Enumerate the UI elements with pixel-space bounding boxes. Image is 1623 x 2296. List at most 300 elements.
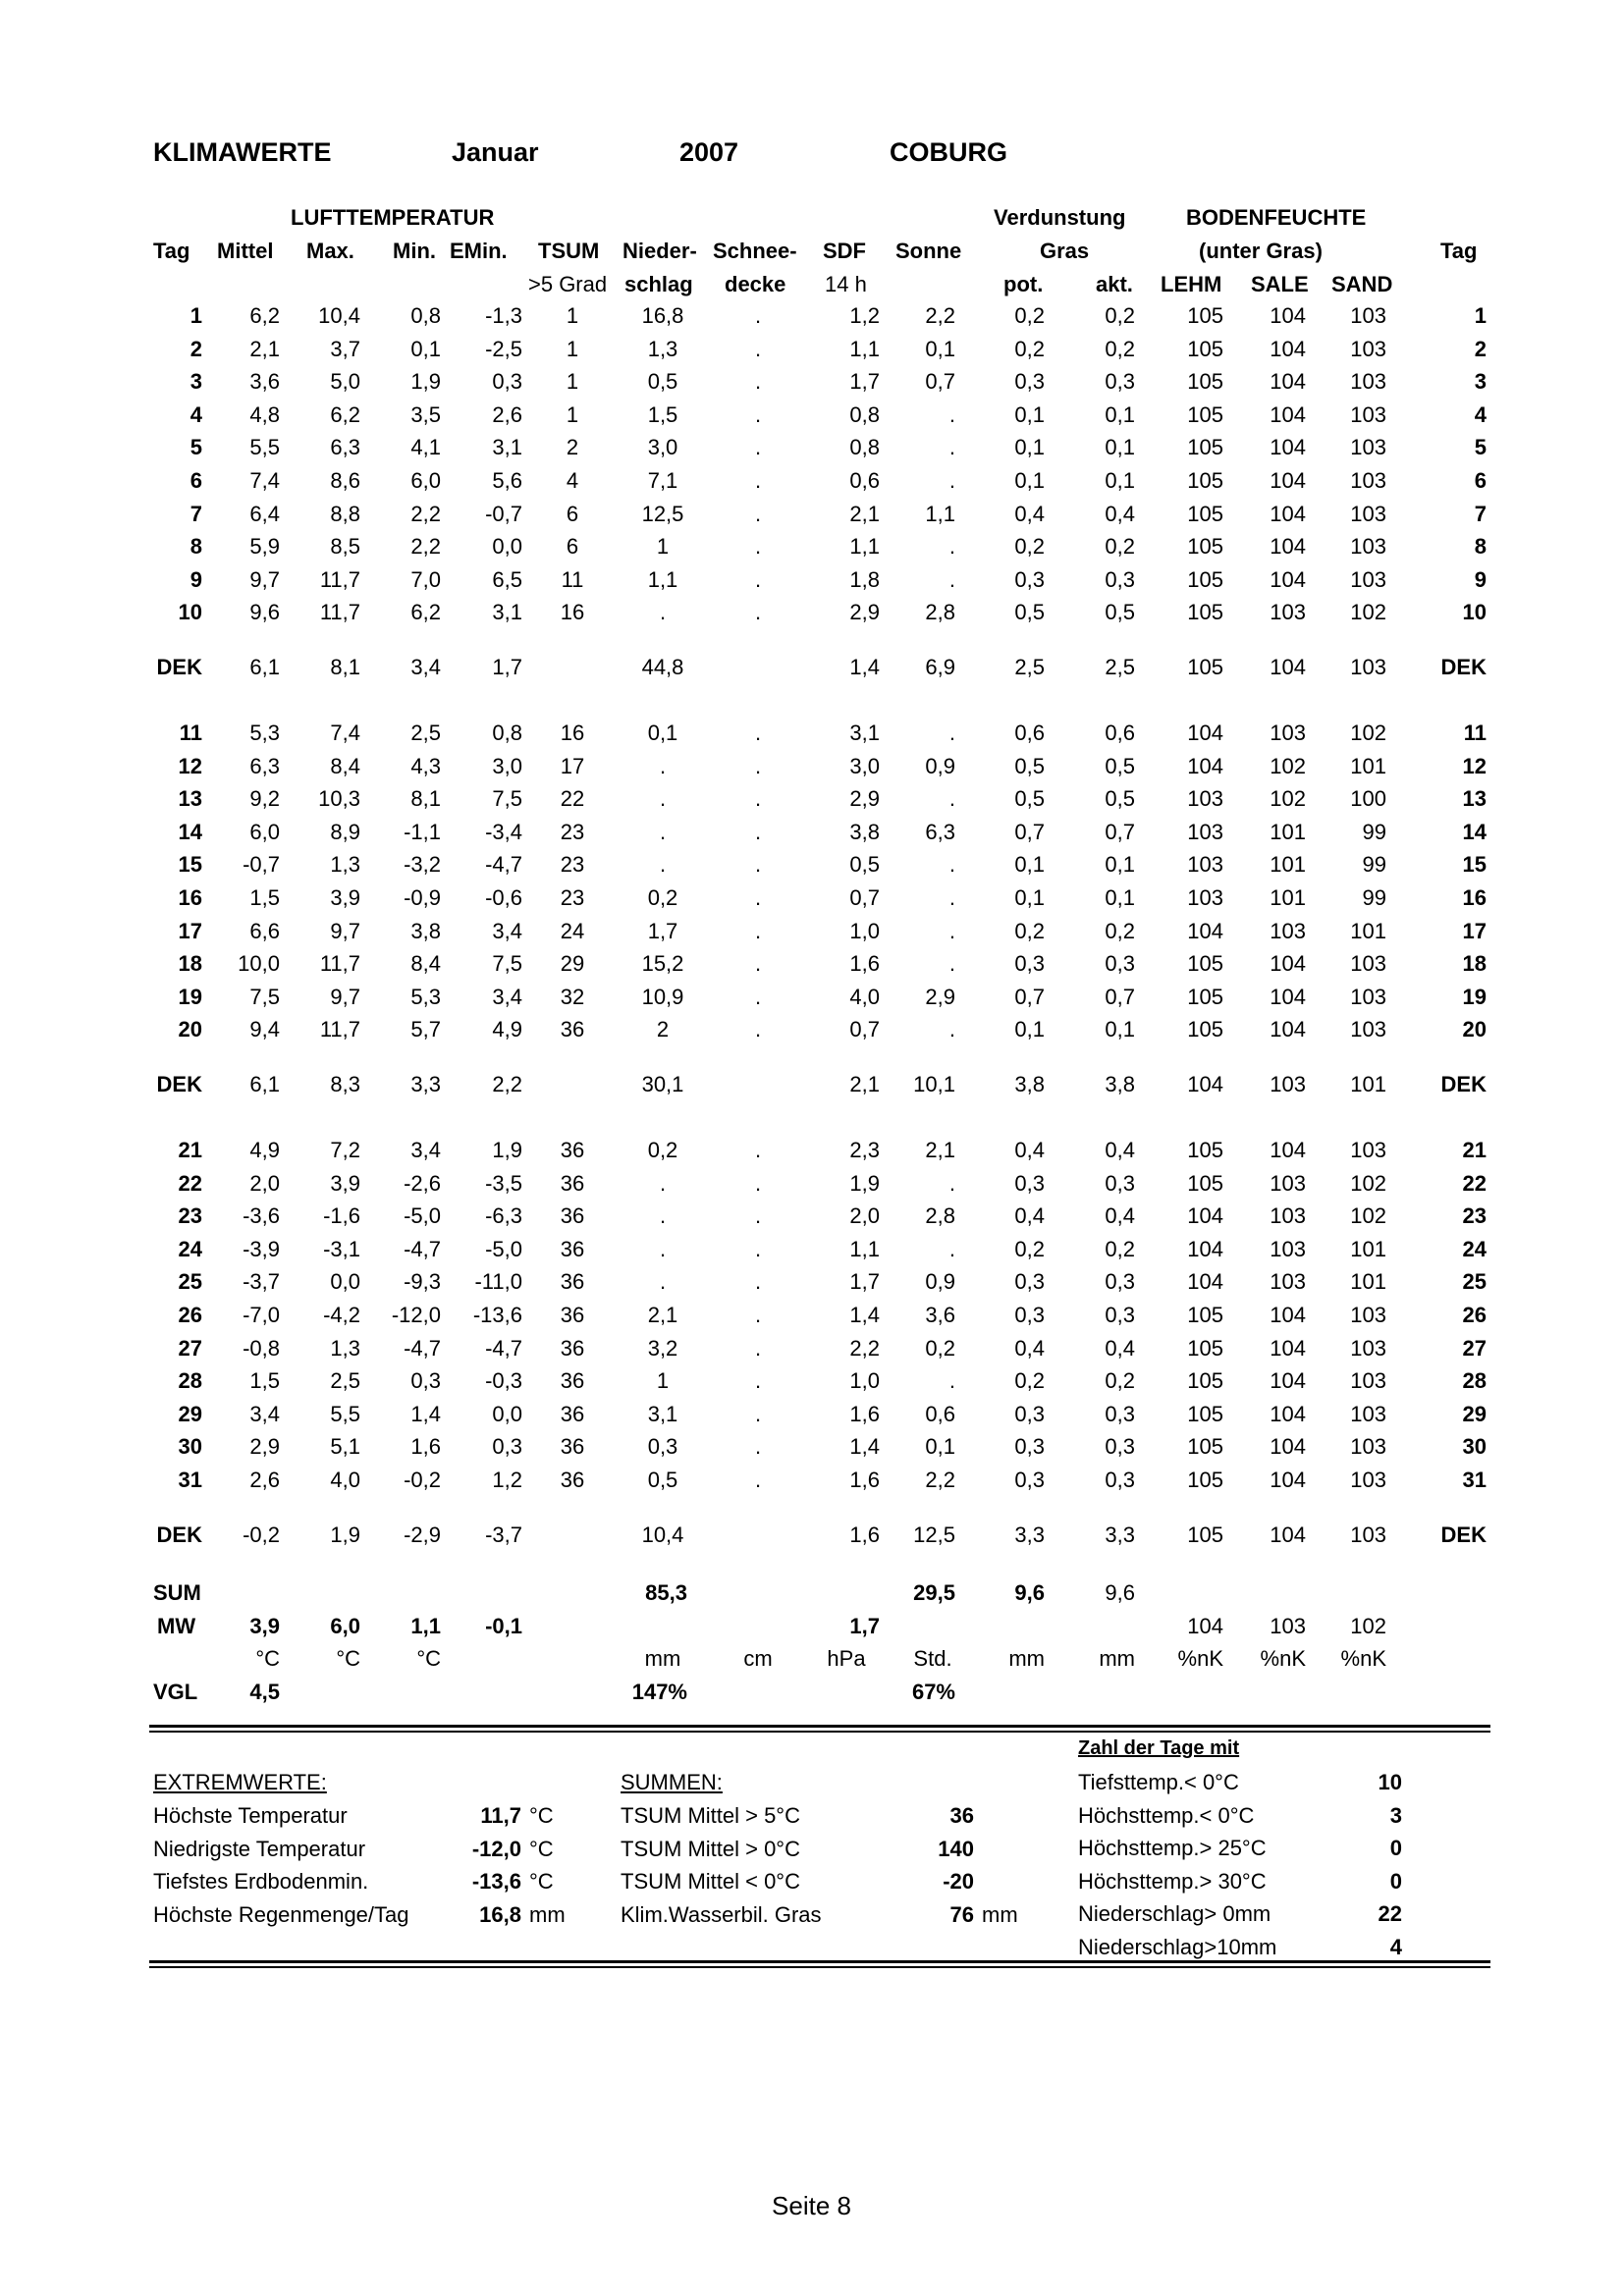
cell-emin: 7,5 bbox=[492, 786, 522, 812]
cell-pot: 3,8 bbox=[1014, 1072, 1045, 1096]
cell-pot: 0,3 bbox=[1014, 1468, 1045, 1492]
table-row bbox=[0, 534, 1623, 567]
header-sonne: Sonne bbox=[895, 239, 962, 263]
cell-lehm: 105 bbox=[1187, 468, 1223, 493]
cell-tag: 13 bbox=[178, 786, 202, 812]
cell-sand: 101 bbox=[1350, 1072, 1386, 1096]
cell-lehm: 105 bbox=[1187, 1401, 1223, 1426]
cell-max: 8,1 bbox=[330, 655, 360, 679]
table-row bbox=[0, 919, 1623, 952]
cell-akt: 0,3 bbox=[1105, 1434, 1135, 1460]
unit-max: °C bbox=[336, 1646, 360, 1671]
cell-schnee: . bbox=[754, 501, 762, 526]
cell-sand: 99 bbox=[1362, 852, 1386, 878]
cell-tsum: 6 bbox=[566, 501, 579, 526]
cell-pot: 0,3 bbox=[1014, 1303, 1045, 1327]
cell-akt: 0,2 bbox=[1105, 918, 1135, 943]
extremwert-unit: °C bbox=[529, 1869, 554, 1895]
dekade-summary-row bbox=[0, 655, 1623, 688]
cell-tsum: 23 bbox=[560, 852, 585, 878]
extremwert-label: Tiefstes Erdbodenmin. bbox=[153, 1869, 369, 1895]
table-row bbox=[0, 786, 1623, 820]
cell-sonne: 6,3 bbox=[925, 819, 955, 844]
cell-max: 3,7 bbox=[330, 336, 360, 361]
cell-schnee: . bbox=[754, 1434, 762, 1460]
cell-tag2: 16 bbox=[1462, 885, 1487, 910]
cell-max: 2,5 bbox=[330, 1368, 360, 1394]
cell-akt: 0,2 bbox=[1105, 303, 1135, 328]
cell-max: 8,8 bbox=[330, 501, 360, 526]
cell-pot: 0,3 bbox=[1014, 1269, 1045, 1295]
cell-sale: 104 bbox=[1270, 468, 1306, 493]
cell-sale: 102 bbox=[1270, 753, 1306, 778]
cell-tag: DEK bbox=[156, 1522, 202, 1547]
cell-mittel: 7,5 bbox=[249, 984, 280, 1009]
header-gras: Gras bbox=[1040, 239, 1090, 263]
cell-akt: 0,4 bbox=[1105, 501, 1135, 526]
cell-emin: -4,7 bbox=[485, 852, 522, 878]
cell-akt: 0,1 bbox=[1105, 435, 1135, 460]
cell-sale: 103 bbox=[1270, 1269, 1306, 1295]
cell-tsum: 36 bbox=[560, 1170, 585, 1196]
table-row bbox=[0, 1138, 1623, 1171]
cell-lehm: 105 bbox=[1187, 1017, 1223, 1042]
cell-tsum: 36 bbox=[560, 1303, 585, 1327]
cell-emin: -2,5 bbox=[485, 336, 522, 361]
cell-max: 8,6 bbox=[330, 468, 360, 493]
cell-lehm: 105 bbox=[1187, 1468, 1223, 1492]
cell-sdf: 1,7 bbox=[849, 369, 880, 395]
cell-mittel: -0,7 bbox=[243, 852, 280, 878]
cell-tsum: 11 bbox=[561, 566, 584, 592]
cell-sale: 104 bbox=[1270, 1303, 1306, 1327]
cell-nieder: 3,1 bbox=[647, 1401, 678, 1426]
cell-akt: 3,3 bbox=[1105, 1522, 1135, 1547]
cell-sale: 101 bbox=[1270, 885, 1306, 910]
header-tag: Tag bbox=[153, 239, 190, 263]
cell-emin: -13,6 bbox=[472, 1303, 522, 1327]
cell-lehm: 105 bbox=[1187, 1170, 1223, 1196]
cell-tag: 6 bbox=[189, 468, 202, 493]
cell-sale: 103 bbox=[1270, 1236, 1306, 1261]
table-row bbox=[0, 1269, 1623, 1303]
cell-sonne: 0,9 bbox=[925, 1269, 955, 1295]
cell-sonne: . bbox=[948, 918, 955, 943]
cell-sdf: 1,7 bbox=[849, 1269, 880, 1295]
cell-nieder: . bbox=[659, 786, 667, 812]
cell-tag2: 24 bbox=[1462, 1236, 1487, 1261]
cell-sdf: 1,8 bbox=[849, 566, 880, 592]
cell-schnee: . bbox=[754, 1468, 762, 1492]
cell-max: 7,2 bbox=[330, 1138, 360, 1162]
cell-max: -3,1 bbox=[323, 1236, 360, 1261]
cell-max: 7,4 bbox=[330, 721, 360, 745]
cell-nieder: . bbox=[659, 819, 667, 844]
cell-sale: 103 bbox=[1270, 918, 1306, 943]
cell-tag: 10 bbox=[178, 600, 202, 625]
cell-tsum: 36 bbox=[560, 1269, 585, 1295]
cell-mittel: -7,0 bbox=[243, 1303, 280, 1327]
cell-sdf: 1,4 bbox=[849, 1303, 880, 1327]
cell-tag2: DEK bbox=[1440, 655, 1487, 679]
cell-akt: 0,2 bbox=[1105, 336, 1135, 361]
cell-sdf: 2,9 bbox=[849, 600, 880, 625]
cell-tag: 25 bbox=[178, 1269, 202, 1295]
cell-sand: 103 bbox=[1350, 655, 1386, 679]
cell-lehm: 105 bbox=[1187, 1434, 1223, 1460]
tage-label: Niederschlag> 0mm bbox=[1078, 1901, 1271, 1927]
cell-emin: 7,5 bbox=[492, 951, 522, 977]
cell-sale: 104 bbox=[1270, 1401, 1306, 1426]
cell-sand: 103 bbox=[1350, 303, 1386, 328]
cell-sdf: 3,8 bbox=[849, 819, 880, 844]
cell-akt: 0,1 bbox=[1105, 885, 1135, 910]
cell-max: 3,9 bbox=[330, 885, 360, 910]
cell-sdf: 1,4 bbox=[849, 1434, 880, 1460]
cell-sdf: 3,0 bbox=[849, 753, 880, 778]
cell-pot: 0,3 bbox=[1014, 951, 1045, 977]
table-row bbox=[0, 1402, 1623, 1435]
cell-max: 4,0 bbox=[330, 1468, 360, 1492]
cell-tag: 20 bbox=[178, 1017, 202, 1042]
cell-tag2: 22 bbox=[1462, 1170, 1487, 1196]
summen-title: SUMMEN: bbox=[621, 1770, 723, 1794]
cell-schnee: . bbox=[754, 852, 762, 878]
mw-sale: 103 bbox=[1270, 1614, 1306, 1638]
cell-sand: 102 bbox=[1350, 1203, 1386, 1229]
cell-tag2: 2 bbox=[1474, 336, 1487, 361]
cell-sale: 104 bbox=[1270, 951, 1306, 977]
mw-emin: -0,1 bbox=[485, 1614, 522, 1638]
mw-label: MW bbox=[157, 1614, 196, 1638]
cell-nieder: . bbox=[659, 1269, 667, 1295]
summe-value: 140 bbox=[938, 1836, 974, 1861]
header-tsum: TSUM bbox=[538, 239, 600, 263]
cell-emin: -3,7 bbox=[485, 1522, 522, 1547]
cell-tsum: 16 bbox=[560, 600, 585, 625]
cell-tsum: 36 bbox=[560, 1368, 585, 1394]
cell-tsum: 1 bbox=[566, 369, 579, 395]
cell-mittel: 6,4 bbox=[249, 501, 280, 526]
cell-akt: 0,2 bbox=[1105, 1236, 1135, 1261]
cell-pot: 0,1 bbox=[1014, 435, 1045, 460]
cell-sale: 104 bbox=[1270, 566, 1306, 592]
header-bodenfeuchte: BODENFEUCHTE bbox=[1186, 205, 1367, 230]
cell-tag: 15 bbox=[178, 852, 202, 878]
header-grad: >5 Grad bbox=[528, 272, 608, 296]
cell-tag2: 19 bbox=[1462, 984, 1487, 1009]
cell-tag2: DEK bbox=[1440, 1522, 1487, 1547]
header-min: Min. bbox=[393, 239, 436, 263]
cell-sale: 104 bbox=[1270, 1138, 1306, 1162]
cell-pot: 0,1 bbox=[1014, 885, 1045, 910]
cell-tag: 14 bbox=[178, 819, 202, 844]
cell-sand: 103 bbox=[1350, 1434, 1386, 1460]
cell-emin: 3,0 bbox=[492, 753, 522, 778]
cell-tsum: 36 bbox=[560, 1468, 585, 1492]
cell-tsum: 1 bbox=[566, 401, 579, 427]
cell-mittel: -3,7 bbox=[243, 1269, 280, 1295]
cell-min: 4,3 bbox=[410, 753, 441, 778]
header-emin: EMin. bbox=[450, 239, 508, 263]
cell-mittel: -3,6 bbox=[243, 1203, 280, 1229]
cell-nieder: . bbox=[659, 1236, 667, 1261]
cell-pot: 0,2 bbox=[1014, 1368, 1045, 1394]
cell-sonne: 0,6 bbox=[925, 1401, 955, 1426]
cell-max: 8,9 bbox=[330, 819, 360, 844]
cell-schnee: . bbox=[754, 1017, 762, 1042]
cell-emin: 5,6 bbox=[492, 468, 522, 493]
tage-value: 3 bbox=[1389, 1802, 1402, 1828]
cell-min: 0,8 bbox=[410, 303, 441, 328]
cell-tag: 24 bbox=[178, 1236, 202, 1261]
cell-sale: 104 bbox=[1270, 1335, 1306, 1361]
tage-label: Höchsttemp.> 30°C bbox=[1078, 1868, 1267, 1894]
cell-pot: 0,2 bbox=[1014, 1236, 1045, 1261]
cell-sand: 102 bbox=[1350, 1170, 1386, 1196]
cell-nieder: . bbox=[659, 753, 667, 778]
cell-nieder: 0,1 bbox=[647, 721, 678, 745]
cell-pot: 0,3 bbox=[1014, 369, 1045, 395]
summe-label: TSUM Mittel > 5°C bbox=[621, 1803, 800, 1828]
cell-max: 6,2 bbox=[330, 401, 360, 427]
cell-lehm: 105 bbox=[1187, 984, 1223, 1009]
cell-mittel: -3,9 bbox=[243, 1236, 280, 1261]
cell-min: 3,4 bbox=[410, 655, 441, 679]
report-month: Januar bbox=[452, 137, 539, 167]
cell-emin: -0,3 bbox=[485, 1368, 522, 1394]
cell-min: 1,6 bbox=[410, 1434, 441, 1460]
cell-sdf: 0,7 bbox=[849, 1017, 880, 1042]
cell-mittel: 5,5 bbox=[249, 435, 280, 460]
cell-akt: 0,7 bbox=[1105, 819, 1135, 844]
cell-emin: 2,2 bbox=[492, 1072, 522, 1096]
cell-min: -4,7 bbox=[404, 1236, 441, 1261]
cell-sand: 101 bbox=[1350, 1236, 1386, 1261]
cell-min: 2,5 bbox=[410, 721, 441, 745]
cell-sand: 103 bbox=[1350, 984, 1386, 1009]
cell-lehm: 105 bbox=[1187, 566, 1223, 592]
cell-sonne: . bbox=[948, 1368, 955, 1394]
cell-nieder: 0,2 bbox=[647, 1138, 678, 1162]
cell-schnee: . bbox=[754, 1138, 762, 1162]
cell-min: 5,7 bbox=[410, 1017, 441, 1042]
cell-mittel: 5,3 bbox=[249, 721, 280, 745]
cell-min: 1,9 bbox=[410, 369, 441, 395]
cell-sonne: 2,9 bbox=[925, 984, 955, 1009]
cell-tag2: 10 bbox=[1462, 600, 1487, 625]
extremwert-value: -13,6 bbox=[471, 1869, 521, 1895]
tage-label: Höchsttemp.> 25°C bbox=[1078, 1836, 1267, 1861]
cell-sale: 104 bbox=[1270, 401, 1306, 427]
sum-label: SUM bbox=[153, 1580, 201, 1605]
cell-tsum: 36 bbox=[560, 1434, 585, 1460]
cell-mittel: 5,9 bbox=[249, 534, 280, 560]
cell-pot: 0,4 bbox=[1014, 1138, 1045, 1162]
cell-pot: 0,4 bbox=[1014, 501, 1045, 526]
cell-mittel: 9,6 bbox=[249, 600, 280, 625]
cell-sonne: . bbox=[948, 566, 955, 592]
header-mittel: Mittel bbox=[217, 239, 274, 263]
tage-value: 22 bbox=[1378, 1901, 1402, 1927]
cell-sdf: 1,1 bbox=[849, 336, 880, 361]
table-row bbox=[0, 1171, 1623, 1204]
summe-unit: mm bbox=[982, 1901, 1018, 1927]
header-sdf: SDF bbox=[823, 239, 866, 263]
cell-schnee: . bbox=[754, 786, 762, 812]
cell-lehm: 103 bbox=[1187, 786, 1223, 812]
cell-tag: 29 bbox=[178, 1401, 202, 1426]
cell-tag: 27 bbox=[178, 1335, 202, 1361]
cell-sonne: 12,5 bbox=[913, 1522, 955, 1547]
cell-sale: 103 bbox=[1270, 1072, 1306, 1096]
cell-pot: 0,7 bbox=[1014, 819, 1045, 844]
cell-tsum: 4 bbox=[566, 468, 579, 493]
unit-sale: %nK bbox=[1260, 1646, 1306, 1671]
cell-mittel: 9,7 bbox=[249, 566, 280, 592]
cell-mittel: 6,0 bbox=[249, 819, 280, 844]
cell-sonne: . bbox=[948, 1236, 955, 1261]
cell-sale: 104 bbox=[1270, 1368, 1306, 1394]
cell-mittel: 3,6 bbox=[249, 369, 280, 395]
cell-emin: -3,4 bbox=[485, 819, 522, 844]
table-row bbox=[0, 600, 1623, 633]
cell-mittel: 7,4 bbox=[249, 468, 280, 493]
table-row bbox=[0, 885, 1623, 919]
divider-top-1 bbox=[149, 1725, 1490, 1728]
cell-sand: 101 bbox=[1350, 753, 1386, 778]
cell-mittel: 10,0 bbox=[238, 951, 280, 977]
cell-nieder: 10,9 bbox=[641, 984, 684, 1009]
mw-lehm: 104 bbox=[1187, 1614, 1223, 1638]
header-14h: 14 h bbox=[825, 272, 867, 296]
cell-emin: -4,7 bbox=[485, 1335, 522, 1361]
cell-max: 1,9 bbox=[330, 1522, 360, 1547]
divider-bottom-2 bbox=[149, 1966, 1490, 1968]
cell-sand: 103 bbox=[1350, 1138, 1386, 1162]
cell-sonne: 1,1 bbox=[925, 501, 955, 526]
cell-emin: 6,5 bbox=[492, 566, 522, 592]
cell-max: -4,2 bbox=[323, 1303, 360, 1327]
cell-min: -2,9 bbox=[404, 1522, 441, 1547]
cell-mittel: 6,1 bbox=[249, 655, 280, 679]
cell-akt: 0,1 bbox=[1105, 1017, 1135, 1042]
cell-sonne: 3,6 bbox=[925, 1303, 955, 1327]
cell-tag: 7 bbox=[189, 501, 202, 526]
cell-lehm: 103 bbox=[1187, 852, 1223, 878]
cell-min: 3,5 bbox=[410, 401, 441, 427]
cell-sale: 103 bbox=[1270, 721, 1306, 745]
cell-nieder: 0,3 bbox=[647, 1434, 678, 1460]
cell-schnee: . bbox=[754, 721, 762, 745]
cell-lehm: 105 bbox=[1187, 655, 1223, 679]
cell-lehm: 105 bbox=[1187, 534, 1223, 560]
cell-akt: 0,3 bbox=[1105, 369, 1135, 395]
cell-emin: -0,7 bbox=[485, 501, 522, 526]
cell-max: -1,6 bbox=[323, 1203, 360, 1229]
cell-akt: 0,2 bbox=[1105, 1368, 1135, 1394]
unit-sdf: hPa bbox=[827, 1646, 866, 1671]
cell-emin: -6,3 bbox=[485, 1203, 522, 1229]
cell-tag2: 3 bbox=[1474, 369, 1487, 395]
extremwert-label: Höchste Temperatur bbox=[153, 1803, 348, 1828]
extremwert-unit: °C bbox=[529, 1803, 554, 1828]
cell-pot: 0,3 bbox=[1014, 1401, 1045, 1426]
header-sand: SAND bbox=[1331, 272, 1393, 296]
cell-pot: 0,4 bbox=[1014, 1335, 1045, 1361]
cell-min: 3,8 bbox=[410, 918, 441, 943]
cell-sonne: 6,9 bbox=[925, 655, 955, 679]
cell-sale: 104 bbox=[1270, 534, 1306, 560]
cell-nieder: 0,2 bbox=[647, 885, 678, 910]
cell-tsum: 36 bbox=[560, 1138, 585, 1162]
cell-min: 0,1 bbox=[410, 336, 441, 361]
header-sale: SALE bbox=[1251, 272, 1309, 296]
vgl-mittel: 4,5 bbox=[249, 1680, 280, 1704]
cell-mittel: 1,5 bbox=[249, 1368, 280, 1394]
cell-min: 3,4 bbox=[410, 1138, 441, 1162]
cell-min: -9,3 bbox=[404, 1269, 441, 1295]
cell-emin: 0,8 bbox=[492, 721, 522, 745]
summe-label: TSUM Mittel > 0°C bbox=[621, 1836, 800, 1861]
cell-max: 0,0 bbox=[330, 1269, 360, 1295]
cell-sand: 103 bbox=[1350, 566, 1386, 592]
cell-sonne: . bbox=[948, 435, 955, 460]
cell-lehm: 103 bbox=[1187, 819, 1223, 844]
cell-min: 6,2 bbox=[410, 600, 441, 625]
cell-sale: 104 bbox=[1270, 369, 1306, 395]
cell-pot: 0,2 bbox=[1014, 918, 1045, 943]
cell-tag: DEK bbox=[156, 1072, 202, 1096]
cell-mittel: 2,9 bbox=[249, 1434, 280, 1460]
table-row bbox=[0, 852, 1623, 885]
table-row bbox=[0, 369, 1623, 402]
cell-tag2: 9 bbox=[1474, 566, 1487, 592]
cell-schnee: . bbox=[754, 1368, 762, 1394]
table-row bbox=[0, 1368, 1623, 1402]
cell-emin: 0,3 bbox=[492, 1434, 522, 1460]
cell-pot: 0,1 bbox=[1014, 468, 1045, 493]
tage-value: 10 bbox=[1378, 1770, 1402, 1794]
cell-lehm: 105 bbox=[1187, 336, 1223, 361]
cell-mittel: 6,1 bbox=[249, 1072, 280, 1096]
cell-nieder: 44,8 bbox=[641, 655, 684, 679]
tage-label: Höchsttemp.< 0°C bbox=[1078, 1802, 1255, 1828]
cell-lehm: 105 bbox=[1187, 1335, 1223, 1361]
cell-nieder: . bbox=[659, 600, 667, 625]
cell-sdf: 2,1 bbox=[849, 501, 880, 526]
report-year: 2007 bbox=[679, 137, 739, 167]
cell-sand: 103 bbox=[1350, 1401, 1386, 1426]
unit-min: °C bbox=[416, 1646, 441, 1671]
summe-value: 36 bbox=[949, 1803, 974, 1828]
cell-sale: 104 bbox=[1270, 1434, 1306, 1460]
cell-nieder: 16,8 bbox=[641, 303, 684, 328]
cell-emin: 4,9 bbox=[492, 1017, 522, 1042]
cell-sdf: 1,6 bbox=[849, 1522, 880, 1547]
cell-sdf: 0,6 bbox=[849, 468, 880, 493]
summe-label: TSUM Mittel < 0°C bbox=[621, 1869, 800, 1895]
cell-min: -0,9 bbox=[404, 885, 441, 910]
cell-emin: -5,0 bbox=[485, 1236, 522, 1261]
cell-mittel: 6,2 bbox=[249, 303, 280, 328]
cell-min: 0,3 bbox=[410, 1368, 441, 1394]
cell-min: 2,2 bbox=[410, 534, 441, 560]
mw-min: 1,1 bbox=[410, 1614, 441, 1638]
cell-schnee: . bbox=[754, 1236, 762, 1261]
cell-max: 5,0 bbox=[330, 369, 360, 395]
cell-max: 8,3 bbox=[330, 1072, 360, 1096]
